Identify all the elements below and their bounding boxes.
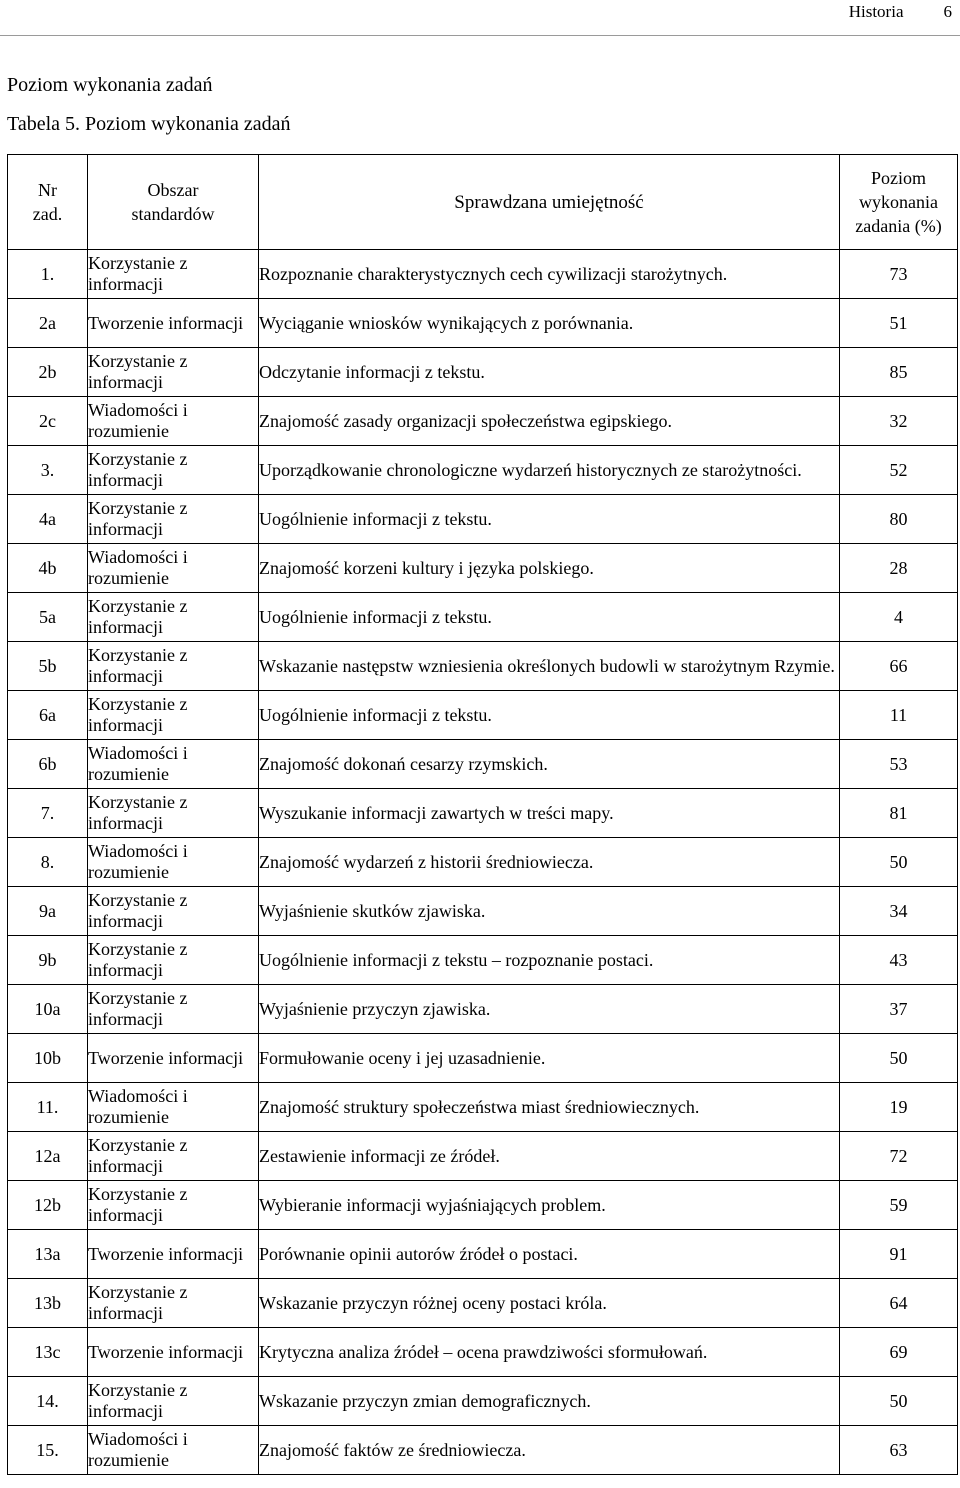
- header-divider: [0, 35, 960, 36]
- completion-level: 50: [840, 1377, 958, 1426]
- standards-area: Korzystanie z informacji: [88, 887, 259, 936]
- completion-level: 19: [840, 1083, 958, 1132]
- table-row: [8, 1034, 958, 1083]
- table-header-row: [8, 155, 958, 250]
- standards-area: Korzystanie z informacji: [88, 1181, 259, 1230]
- completion-level: 85: [840, 348, 958, 397]
- standards-area: Korzystanie z informacji: [88, 789, 259, 838]
- completion-level: 59: [840, 1181, 958, 1230]
- table-caption: Tabela 5. Poziom wykonania zadań: [7, 113, 291, 135]
- tested-skill: Wskazanie przyczyn różnej oceny postaci króla.: [259, 1279, 840, 1328]
- tested-skill: Znajomość dokonań cesarzy rzymskich.: [259, 740, 840, 789]
- completion-level: 64: [840, 1279, 958, 1328]
- table-row: [8, 642, 958, 691]
- completion-level: 73: [840, 250, 958, 299]
- standards-area: Korzystanie z informacji: [88, 691, 259, 740]
- task-number: 13b: [8, 1279, 88, 1328]
- standards-area: Korzystanie z informacji: [88, 593, 259, 642]
- completion-level: 37: [840, 985, 958, 1034]
- tested-skill: Znajomość struktury społeczeństwa miast średniowiecznych.: [259, 1083, 840, 1132]
- completion-level: 34: [840, 887, 958, 936]
- table-row: [8, 1377, 958, 1426]
- table-row: [8, 495, 958, 544]
- standards-area: Tworzenie informacji: [88, 1230, 259, 1279]
- subject-label: Historia: [848, 2, 904, 21]
- table-row: [8, 691, 958, 740]
- table-row: [8, 250, 958, 299]
- standards-area: Korzystanie z informacji: [88, 446, 259, 495]
- standards-area: Wiadomości i rozumienie: [88, 1426, 259, 1475]
- header-area: Obszar standardów: [88, 155, 259, 250]
- table-row: [8, 985, 958, 1034]
- task-number: 13c: [8, 1328, 88, 1377]
- task-number: 3.: [8, 446, 88, 495]
- tested-skill: Rozpoznanie charakterystycznych cech cywilizacji starożytnych.: [259, 250, 840, 299]
- task-number: 11.: [8, 1083, 88, 1132]
- header-level: Poziom wykonania zadania (%): [840, 155, 958, 250]
- tested-skill: Wyszukanie informacji zawartych w treści mapy.: [259, 789, 840, 838]
- tested-skill: Znajomość zasady organizacji społeczeństwa egipskiego.: [259, 397, 840, 446]
- task-number: 4b: [8, 544, 88, 593]
- task-number: 15.: [8, 1426, 88, 1475]
- completion-level: 32: [840, 397, 958, 446]
- task-number: 5b: [8, 642, 88, 691]
- completion-level: 50: [840, 838, 958, 887]
- tested-skill: Wskazanie przyczyn zmian demograficznych.: [259, 1377, 840, 1426]
- standards-area: Wiadomości i rozumienie: [88, 1083, 259, 1132]
- task-number: 12b: [8, 1181, 88, 1230]
- header-nr: Nr zad.: [8, 155, 88, 250]
- completion-level: 28: [840, 544, 958, 593]
- completion-level: 43: [840, 936, 958, 985]
- completion-level: 63: [840, 1426, 958, 1475]
- task-number: 4a: [8, 495, 88, 544]
- task-number: 2c: [8, 397, 88, 446]
- standards-area: Wiadomości i rozumienie: [88, 397, 259, 446]
- tested-skill: Znajomość korzeni kultury i języka polskiego.: [259, 544, 840, 593]
- table-row: [8, 1426, 958, 1475]
- task-number: 2b: [8, 348, 88, 397]
- table-row: [8, 838, 958, 887]
- completion-level: 53: [840, 740, 958, 789]
- standards-area: Wiadomości i rozumienie: [88, 740, 259, 789]
- standards-area: Tworzenie informacji: [88, 1034, 259, 1083]
- completion-level: 51: [840, 299, 958, 348]
- task-number: 1.: [8, 250, 88, 299]
- results-table: [7, 154, 958, 1475]
- task-number: 5a: [8, 593, 88, 642]
- table-row: [8, 1230, 958, 1279]
- task-number: 13a: [8, 1230, 88, 1279]
- table-row: [8, 348, 958, 397]
- tested-skill: Wyciąganie wniosków wynikających z porównania.: [259, 299, 840, 348]
- table-row: [8, 789, 958, 838]
- completion-level: 91: [840, 1230, 958, 1279]
- task-number: 7.: [8, 789, 88, 838]
- table-row: [8, 299, 958, 348]
- task-number: 9b: [8, 936, 88, 985]
- tested-skill: Uogólnienie informacji z tekstu – rozpoznanie postaci.: [259, 936, 840, 985]
- task-number: 12a: [8, 1132, 88, 1181]
- tested-skill: Wyjaśnienie przyczyn zjawiska.: [259, 985, 840, 1034]
- table-row: [8, 1328, 958, 1377]
- standards-area: Korzystanie z informacji: [88, 936, 259, 985]
- table-row: [8, 1279, 958, 1328]
- tested-skill: Odczytanie informacji z tekstu.: [259, 348, 840, 397]
- completion-level: 69: [840, 1328, 958, 1377]
- task-number: 10b: [8, 1034, 88, 1083]
- task-number: 6a: [8, 691, 88, 740]
- standards-area: Korzystanie z informacji: [88, 495, 259, 544]
- standards-area: Korzystanie z informacji: [88, 1279, 259, 1328]
- table-row: [8, 1083, 958, 1132]
- running-header: [849, 2, 952, 22]
- tested-skill: Wyjaśnienie skutków zjawiska.: [259, 887, 840, 936]
- completion-level: 52: [840, 446, 958, 495]
- standards-area: Tworzenie informacji: [88, 1328, 259, 1377]
- table-row: [8, 544, 958, 593]
- page-number: 6: [943, 2, 952, 21]
- table-row: [8, 593, 958, 642]
- tested-skill: Uogólnienie informacji z tekstu.: [259, 495, 840, 544]
- task-number: 2a: [8, 299, 88, 348]
- tested-skill: Porównanie opinii autorów źródeł o postaci.: [259, 1230, 840, 1279]
- table-row: [8, 446, 958, 495]
- task-number: 6b: [8, 740, 88, 789]
- standards-area: Wiadomości i rozumienie: [88, 838, 259, 887]
- table-row: [8, 1181, 958, 1230]
- completion-level: 4: [840, 593, 958, 642]
- completion-level: 66: [840, 642, 958, 691]
- standards-area: Korzystanie z informacji: [88, 250, 259, 299]
- tested-skill: Uogólnienie informacji z tekstu.: [259, 593, 840, 642]
- tested-skill: Wybieranie informacji wyjaśniających problem.: [259, 1181, 840, 1230]
- completion-level: 81: [840, 789, 958, 838]
- table-row: [8, 397, 958, 446]
- completion-level: 80: [840, 495, 958, 544]
- table-row: [8, 887, 958, 936]
- task-number: 8.: [8, 838, 88, 887]
- header-skill: Sprawdzana umiejętność: [259, 155, 840, 250]
- standards-area: Korzystanie z informacji: [88, 642, 259, 691]
- tested-skill: Krytyczna analiza źródeł – ocena prawdziwości sformułowań.: [259, 1328, 840, 1377]
- table-row: [8, 936, 958, 985]
- standards-area: Korzystanie z informacji: [88, 1132, 259, 1181]
- tested-skill: Znajomość wydarzeń z historii średniowiecza.: [259, 838, 840, 887]
- standards-area: Korzystanie z informacji: [88, 985, 259, 1034]
- tested-skill: Znajomość faktów ze średniowiecza.: [259, 1426, 840, 1475]
- standards-area: Korzystanie z informacji: [88, 348, 259, 397]
- completion-level: 72: [840, 1132, 958, 1181]
- standards-area: Tworzenie informacji: [88, 299, 259, 348]
- table-row: [8, 1132, 958, 1181]
- tested-skill: Zestawienie informacji ze źródeł.: [259, 1132, 840, 1181]
- tested-skill: Uporządkowanie chronologiczne wydarzeń historycznych ze starożytności.: [259, 446, 840, 495]
- table-row: [8, 740, 958, 789]
- tested-skill: Uogólnienie informacji z tekstu.: [259, 691, 840, 740]
- tested-skill: Formułowanie oceny i jej uzasadnienie.: [259, 1034, 840, 1083]
- tested-skill: Wskazanie następstw wzniesienia określonych budowli w starożytnym Rzymie.: [259, 642, 840, 691]
- standards-area: Wiadomości i rozumienie: [88, 544, 259, 593]
- task-number: 10a: [8, 985, 88, 1034]
- task-number: 9a: [8, 887, 88, 936]
- standards-area: Korzystanie z informacji: [88, 1377, 259, 1426]
- section-title: Poziom wykonania zadań: [7, 74, 213, 96]
- completion-level: 50: [840, 1034, 958, 1083]
- task-number: 14.: [8, 1377, 88, 1426]
- completion-level: 11: [840, 691, 958, 740]
